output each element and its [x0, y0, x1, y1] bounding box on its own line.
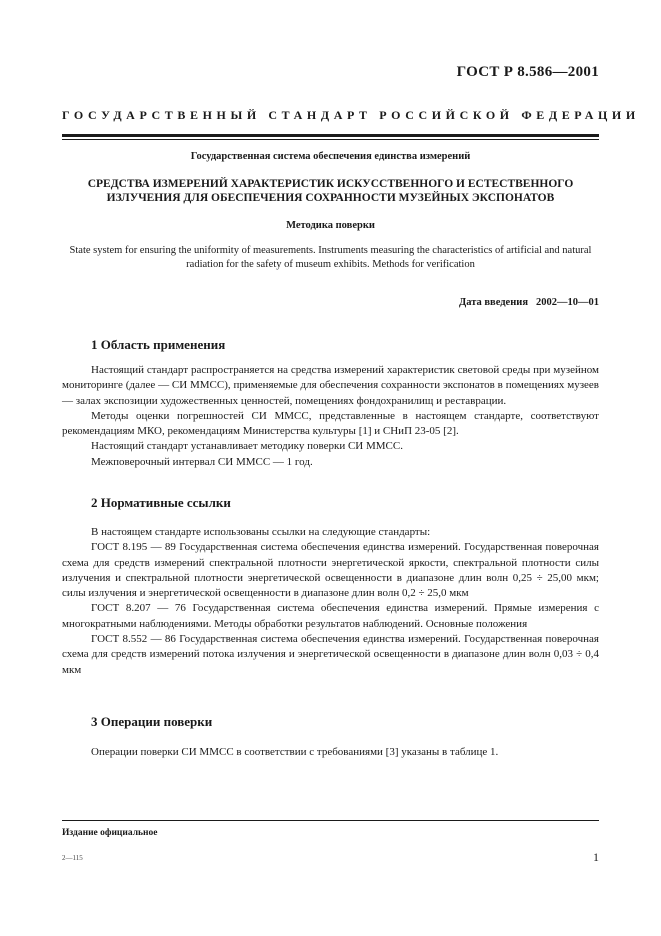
english-title: State system for ensuring the uniformity of measurements. Instruments measuring the characteristics of artificial and natural radiation for the safety of museum exhibits. Methods for verification [69, 245, 592, 270]
document-subtitle: Методика поверки [286, 220, 375, 231]
header-rule-thin [62, 139, 599, 140]
header-rule-thick [62, 134, 599, 137]
section-2-paragraph: В настоящем стандарте использованы ссылки на следующие стандарты: [91, 526, 431, 538]
section-2-body [62, 525, 599, 678]
footer-rule [62, 820, 599, 821]
reference-gost-8-552: ГОСТ 8.552 — 86 Государственная система обеспечения единства измерений. Государственная поверочная схема для средств измерений потока излучения и энергетической освещенности в диапазоне длин волн 0,03 ÷ 0,4 мкм [62, 633, 599, 676]
gost-number: ГОСТ Р 8.586—2001 [456, 64, 599, 80]
section-1-paragraph: Межповерочный интервал СИ ММСС — 1 год. [91, 455, 313, 468]
section-1-paragraph: Настоящий стандарт устанавливает методику поверки СИ ММСС. [91, 440, 403, 453]
system-line: Государственная система обеспечения единства измерений [190, 151, 471, 162]
section-1-paragraph: Методы оценки погрешностей СИ ММСС, представленные в настоящем стандарте, соответствуют рекомендациям МКО, рекомендациям Министерства культуры [1] и СНиП 23-05 [2]. [62, 409, 599, 438]
section-1-paragraph: Настоящий стандарт распространяется на средства измерений характеристик световой среды при музейном мониторинге (далее — СИ ММСС), применяемые для обеспечения сохранности экспонатов в помещениях музеев — залах экспозиции художественных ценностей, помещениях фондохранилищ и реставрации. [62, 364, 599, 407]
section-1-body [62, 363, 599, 470]
document-title: СРЕДСТВА ИЗМЕРЕНИЙ ХАРАКТЕРИСТИК ИСКУССТВЕННОГО И ЕСТЕСТВЕННОГО ИЗЛУЧЕНИЯ ДЛЯ ОБЕСПЕЧЕНИЯ СОХРАННОСТИ МУЗЕЙНЫХ ЭКСПОНАТОВ [87, 178, 574, 204]
page-number: 1 [593, 850, 599, 864]
official-edition-label: Издание официальное [62, 828, 158, 838]
section-3-paragraph: Операции поверки СИ ММСС в соответствии с требованиями [3] указаны в таблице 1. [91, 746, 499, 758]
section-1-heading: 1 Область применения [91, 337, 226, 352]
introduction-date [459, 297, 599, 308]
reference-gost-8-207: ГОСТ 8.207 — 76 Государственная система обеспечения единства измерений. Прямые измерения с многократными наблюдениями. Методы обработки результатов наблюдений. Основные положения [62, 602, 599, 630]
reference-gost-8-195: ГОСТ 8.195 — 89 Государственная система обеспечения единства измерений. Государственная поверочная схема для средств измерений спектральной плотности энергетической яркости, спектральной плотности силы излучения и спектральной плотности энергетической освещенности в диапазоне длин волн 0,25 ÷ 25,00 мкм; силы излучения и энергетической освещенности в диапазоне длин волн 0,2 ÷ 25,0 мкм [62, 541, 599, 600]
section-3-body [91, 745, 599, 760]
intro-date-label: Дата введения [459, 297, 528, 308]
section-2-heading: 2 Нормативные ссылки [91, 495, 231, 510]
section-3-heading: 3 Операции поверки [91, 714, 213, 729]
state-standard-heading: ГОСУДАРСТВЕННЫЙ СТАНДАРТ РОССИЙСКОЙ ФЕДЕРАЦИИ [62, 108, 640, 122]
print-code: 2—115 [62, 854, 83, 862]
intro-date-value: 2002—10—01 [536, 297, 599, 308]
